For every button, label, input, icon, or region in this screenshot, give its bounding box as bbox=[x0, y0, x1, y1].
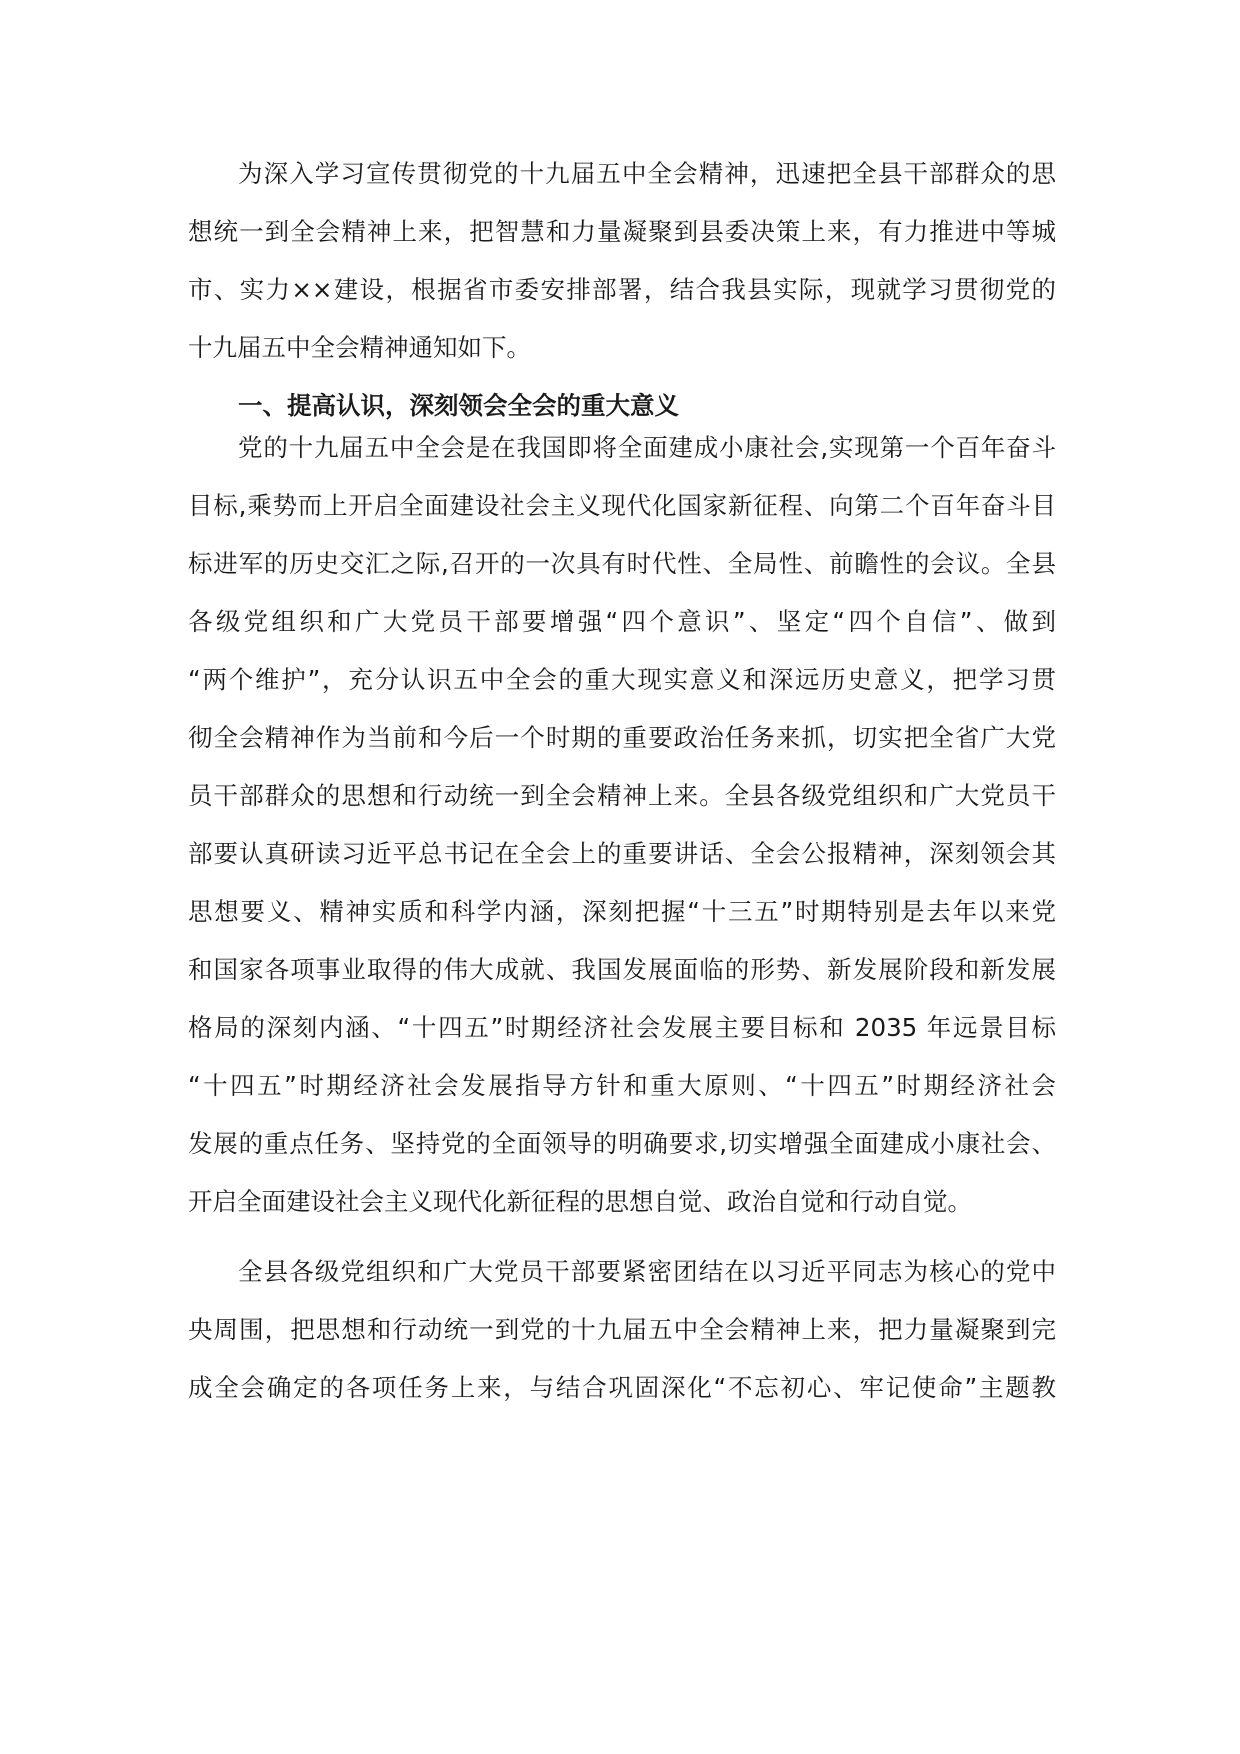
paragraph-1-line-1: 为深入学习宣传贯彻党的十九届五中全会精神，迅速把全县干部群众的思 bbox=[238, 159, 1056, 188]
paragraph-2-line-1: 党的十九届五中全会是在我国即将全面建成小康社会,实现第一个百年奋斗 bbox=[238, 433, 1056, 462]
paragraph-2-line-12: “十四五”时期经济社会发展指导方针和重大原则、“十四五”时期经济社会 bbox=[188, 1071, 1056, 1100]
paragraph-1-line-4: 十九届五中全会精神通知如下。 bbox=[188, 333, 531, 362]
section-heading-1: 一、提高认识，深刻领会全会的重大意义 bbox=[238, 391, 679, 420]
paragraph-2-line-11: 格局的深刻内涵、“十四五”时期经济社会发展主要目标和 2035 年远景目标 bbox=[188, 1013, 1056, 1042]
paragraph-2-line-2: 目标,乘势而上开启全面建设社会主义现代化国家新征程、向第二个百年奋斗目 bbox=[188, 491, 1056, 520]
paragraph-2-line-6: 彻全会精神作为当前和今后一个时期的重要政治任务来抓，切实把全省广大党 bbox=[188, 723, 1056, 752]
paragraph-2-line-4: 各级党组织和广大党员干部要增强“四个意识”、坚定“四个自信”、做到 bbox=[188, 607, 1056, 636]
paragraph-2-line-13: 发展的重点任务、坚持党的全面领导的明确要求,切实增强全面建成小康社会、 bbox=[188, 1129, 1056, 1158]
paragraph-2-line-5: “两个维护”，充分认识五中全会的重大现实意义和深远历史意义，把学习贯 bbox=[188, 665, 1056, 694]
paragraph-2-line-3: 标进军的历史交汇之际,召开的一次具有时代性、全局性、前瞻性的会议。全县 bbox=[188, 549, 1056, 578]
paragraph-2-line-8: 部要认真研读习近平总书记在全会上的重要讲话、全会公报精神，深刻领会其 bbox=[188, 839, 1056, 868]
paragraph-3-line-3: 成全会确定的各项任务上来，与结合巩固深化“不忘初心、牢记使命”主题教 bbox=[188, 1373, 1056, 1402]
paragraph-2-line-9: 思想要义、精神实质和科学内涵，深刻把握“十三五”时期特别是去年以来党 bbox=[188, 897, 1056, 926]
paragraph-2-line-10: 和国家各项事业取得的伟大成就、我国发展面临的形势、新发展阶段和新发展 bbox=[188, 955, 1056, 984]
paragraph-3-line-2: 央周围，把思想和行动统一到党的十九届五中全会精神上来，把力量凝聚到完 bbox=[188, 1315, 1056, 1344]
paragraph-1-line-2: 想统一到全会精神上来，把智慧和力量凝聚到县委决策上来，有力推进中等城 bbox=[188, 217, 1056, 246]
paragraph-2-line-7: 员干部群众的思想和行动统一到全会精神上来。全县各级党组织和广大党员干 bbox=[188, 781, 1056, 810]
paragraph-2-line-14: 开启全面建设社会主义现代化新征程的思想自觉、政治自觉和行动自觉。 bbox=[188, 1187, 972, 1216]
paragraph-1-line-3: 市、实力××建设，根据省市委安排部署，结合我县实际，现就学习贯彻党的 bbox=[188, 275, 1056, 304]
paragraph-3-line-1: 全县各级党组织和广大党员干部要紧密团结在以习近平同志为核心的党中 bbox=[238, 1257, 1056, 1286]
